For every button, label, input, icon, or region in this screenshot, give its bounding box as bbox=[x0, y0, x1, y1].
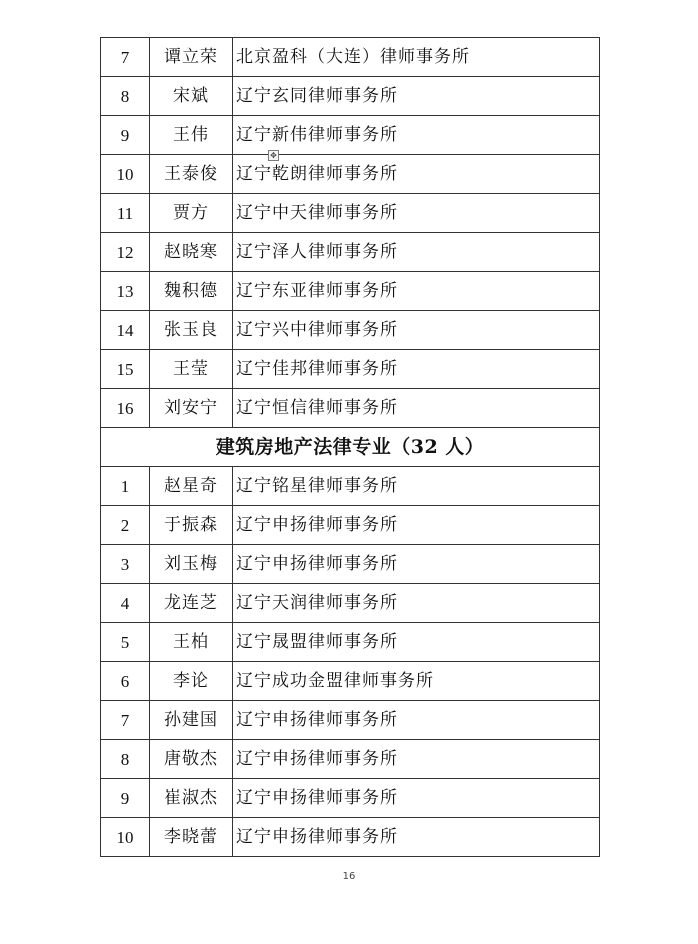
table-row bbox=[101, 389, 600, 428]
row-number: 9 bbox=[101, 779, 150, 818]
row-number: 7 bbox=[101, 701, 150, 740]
row-number: 8 bbox=[101, 77, 150, 116]
lawyer-name: 魏积德 bbox=[150, 272, 233, 311]
table-row bbox=[101, 506, 600, 545]
row-number: 5 bbox=[101, 623, 150, 662]
table-row bbox=[101, 818, 600, 857]
lawyer-name: 龙连芝 bbox=[150, 584, 233, 623]
table-row bbox=[101, 155, 600, 194]
law-firm: 辽宁泽人律师事务所 bbox=[233, 233, 600, 272]
law-firm: 辽宁恒信律师事务所 bbox=[233, 389, 600, 428]
table-row bbox=[101, 116, 600, 155]
law-firm: 辽宁兴中律师事务所 bbox=[233, 311, 600, 350]
table-row bbox=[101, 272, 600, 311]
law-firm: 辽宁中天律师事务所 bbox=[233, 194, 600, 233]
section-title: 建筑房地产法律专业（32 人） bbox=[101, 428, 600, 467]
law-firm: 辽宁佳邦律师事务所 bbox=[233, 350, 600, 389]
row-number: 12 bbox=[101, 233, 150, 272]
row-number: 10 bbox=[101, 155, 150, 194]
table-row bbox=[101, 662, 600, 701]
table-row bbox=[101, 350, 600, 389]
row-number: 8 bbox=[101, 740, 150, 779]
law-firm: 辽宁东亚律师事务所 bbox=[233, 272, 600, 311]
lawyer-name: 李论 bbox=[150, 662, 233, 701]
law-firm: 辽宁申扬律师事务所 bbox=[233, 818, 600, 857]
law-firm: 辽宁申扬律师事务所 bbox=[233, 740, 600, 779]
row-number: 15 bbox=[101, 350, 150, 389]
row-number: 10 bbox=[101, 818, 150, 857]
law-firm: 辽宁晟盟律师事务所 bbox=[233, 623, 600, 662]
law-firm: 辽宁天润律师事务所 bbox=[233, 584, 600, 623]
lawyer-name: 刘玉梅 bbox=[150, 545, 233, 584]
lawyer-name: 王泰俊 bbox=[150, 155, 233, 194]
lawyer-name: 贾方 bbox=[150, 194, 233, 233]
row-number: 16 bbox=[101, 389, 150, 428]
law-firm: 辽宁玄同律师事务所 bbox=[233, 77, 600, 116]
table-row bbox=[101, 584, 600, 623]
move-handle-icon[interactable]: ✥ bbox=[268, 150, 279, 161]
page-number: 16 bbox=[342, 871, 356, 882]
table-row bbox=[101, 77, 600, 116]
section-header-row bbox=[101, 428, 600, 467]
law-firm: 辽宁申扬律师事务所 bbox=[233, 701, 600, 740]
lawyer-name: 赵星奇 bbox=[150, 467, 233, 506]
row-number: 11 bbox=[101, 194, 150, 233]
lawyer-name: 王伟 bbox=[150, 116, 233, 155]
table-row bbox=[101, 545, 600, 584]
lawyer-name: 王柏 bbox=[150, 623, 233, 662]
law-firm: 北京盈科（大连）律师事务所 bbox=[233, 38, 600, 77]
table-row bbox=[101, 311, 600, 350]
law-firm: 辽宁申扬律师事务所 bbox=[233, 779, 600, 818]
lawyer-name: 宋斌 bbox=[150, 77, 233, 116]
law-firm: 辽宁新伟律师事务所 bbox=[233, 116, 600, 155]
row-number: 1 bbox=[101, 467, 150, 506]
table-row bbox=[101, 701, 600, 740]
row-number: 7 bbox=[101, 38, 150, 77]
lawyer-name: 谭立荣 bbox=[150, 38, 233, 77]
table-row bbox=[101, 38, 600, 77]
lawyer-name: 崔淑杰 bbox=[150, 779, 233, 818]
lawyer-name: 张玉良 bbox=[150, 311, 233, 350]
table-row bbox=[101, 233, 600, 272]
law-firm: 辽宁申扬律师事务所 bbox=[233, 506, 600, 545]
lawyer-name: 王莹 bbox=[150, 350, 233, 389]
law-firm: 辽宁乾朗律师事务所 bbox=[233, 155, 600, 194]
row-number: 13 bbox=[101, 272, 150, 311]
table-row bbox=[101, 623, 600, 662]
row-number: 4 bbox=[101, 584, 150, 623]
law-firm: 辽宁铭星律师事务所 bbox=[233, 467, 600, 506]
row-number: 9 bbox=[101, 116, 150, 155]
lawyer-name: 赵晓寒 bbox=[150, 233, 233, 272]
lawyer-name: 于振森 bbox=[150, 506, 233, 545]
row-number: 2 bbox=[101, 506, 150, 545]
lawyer-name: 刘安宁 bbox=[150, 389, 233, 428]
lawyer-name: 孙建国 bbox=[150, 701, 233, 740]
table-row bbox=[101, 194, 600, 233]
table-row bbox=[101, 467, 600, 506]
table-row bbox=[101, 779, 600, 818]
law-firm: 辽宁申扬律师事务所 bbox=[233, 545, 600, 584]
lawyer-name: 唐敬杰 bbox=[150, 740, 233, 779]
row-number: 3 bbox=[101, 545, 150, 584]
lawyer-name: 李晓蕾 bbox=[150, 818, 233, 857]
row-number: 6 bbox=[101, 662, 150, 701]
table-row bbox=[101, 740, 600, 779]
row-number: 14 bbox=[101, 311, 150, 350]
law-firm: 辽宁成功金盟律师事务所 bbox=[233, 662, 600, 701]
lawyer-list-table bbox=[100, 37, 600, 857]
